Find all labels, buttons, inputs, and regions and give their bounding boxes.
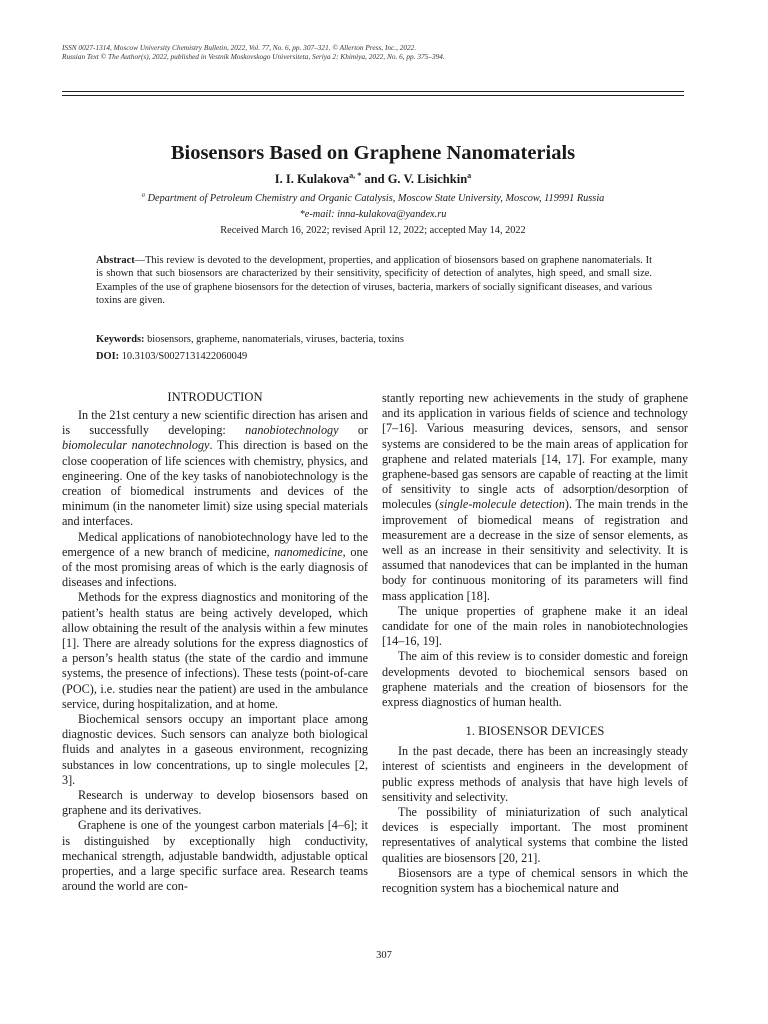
left-column [62, 390, 368, 895]
emphasis: nanomedicine [274, 544, 343, 559]
emphasis: biomolecular nanotechnology [62, 438, 210, 453]
keywords-text: biosensors, grapheme, nanomaterials, viruses, bacteria, toxins [144, 334, 404, 345]
text-run: , one of the most promising areas of which is the early diagnosis of diseases and infections. [62, 544, 368, 590]
header-rule-bottom [62, 95, 684, 96]
paragraph: In the past decade, there has been an increasingly steady interest of scientists and engineers in the development of public express methods of analysis that have high levels of sensitivity and selectivity. [382, 744, 688, 804]
page-number: 307 [376, 950, 392, 961]
text-run: Medical applications of nanobiotechnology have led to the emergence of a new branch of medicine, [62, 529, 368, 559]
keywords-label: Keywords: [96, 334, 145, 345]
affiliation-mark: a [141, 191, 146, 199]
paragraph: Biochemical sensors occupy an important place among diagnostic devices. Such sensors can analyze both biological fluids and analytes in a gaseous environment, recognizing substances in low concentrations, up to single molecules [2, 3]. [62, 712, 368, 787]
journal-header-line-1: ISSN 0027-1314, Moscow University Chemistry Bulletin, 2022, Vol. 77, No. 6, pp. 307–321. © Allerton Press, Inc., 2022. [62, 43, 417, 52]
abstract-label: Abstract [96, 255, 135, 266]
paragraph [62, 408, 368, 530]
header-rule-top [62, 91, 684, 92]
paragraph: Graphene is one of the youngest carbon materials [4–6]; it is distinguished by exceptionally high conductivity, mechanical strength, adjustable bandwidth, adjustable optical properties, and a large specific surface area. Research teams around the world are con- [62, 818, 368, 894]
author-1-affiliation-mark: a, * [349, 170, 362, 180]
section-heading-biosensor-devices: 1. BIOSENSOR DEVICES [465, 724, 605, 739]
emphasis: single-molecule detection [439, 497, 565, 512]
affiliation [62, 192, 684, 205]
text-run: . This direction is based on the close cooperation of life sciences with chemistry, physics, and engineering. One of the key tasks of nanobiotechnology is the creation of biomedical instruments and devices of the minimum (in the nanometer limit) size using special materials and interfaces. [62, 438, 368, 529]
abstract-text: —This review is devoted to the development, properties, and application of biosensors based on graphene nanomaterials. It is shown that such biosensors are characterized by their sensitivity, specificity of detection of analytes, high speed, and small size. Examples of the use of graphene biosensors for the detection of viruses, bacteria, markers of socially significant diseases, and various toxins are given. [96, 255, 652, 307]
paragraph [62, 530, 368, 591]
text-run: stantly reporting new achievements in the study of graphene and its application in various fields of science and technology [7–16]. Various measuring devices, sensors, and sensor systems are considered to be the main areas of application for graphene and related materials [14, 17]. For example, many graphene-based gas sensors are capable of reacting at the limit of sensitivity to single acts of adsorption/desorption of molecules ( [382, 391, 688, 512]
received-dates: Received March 16, 2022; revised April 12, 2022; accepted May 14, 2022 [220, 225, 526, 236]
author-conjunction: and [361, 172, 388, 186]
doi-label: DOI: [96, 351, 120, 362]
doi-text: 10.3103/S0027131422060049 [119, 351, 248, 362]
author-1: I. I. Kulakova [274, 172, 350, 186]
author-2: G. V. Lisichkin [387, 172, 468, 186]
text-run: or [338, 423, 368, 438]
section-heading-introduction: INTRODUCTION [167, 390, 263, 404]
right-column [382, 391, 688, 896]
abstract [96, 254, 652, 308]
paragraph: Biosensors are a type of chemical sensors in which the recognition system has a biochemical nature and [382, 865, 688, 896]
paragraph: Research is underway to develop biosensors based on graphene and its derivatives. [62, 788, 368, 818]
affiliation-text: Department of Petroleum Chemistry and Organic Catalysis, Moscow State University, Moscow, 119991 Russia [145, 193, 605, 204]
journal-header [62, 44, 702, 61]
author-2-affiliation-mark: a [467, 170, 472, 180]
corresponding-email: *e-mail: inna-kulakova@yandex.ru [299, 209, 447, 220]
author-line [62, 171, 684, 187]
paragraph: The aim of this review is to consider domestic and foreign developments devoted to biochemical sensors based on graphene materials and the creation of biosensors for the express diagnostics of human health. [382, 649, 688, 710]
text-run: In the 21st century a new scientific direction has arisen and is successfully developing: [62, 408, 368, 438]
keywords [96, 333, 652, 346]
paragraph [382, 391, 688, 604]
doi [96, 350, 652, 363]
emphasis: nanobiotechnology [245, 423, 339, 438]
paragraph: Methods for the express diagnostics and monitoring of the patient’s health status are being actively developed, which allow obtaining the result of the analysis within a few minutes [1]. There are already solutions for the express diagnostics of a person’s health status (the state of the cardio and immune systems, the presence of infections). These tests (point-of-care (POC), i.e. studies near the patient) are used in the ambulance service, during hospitalization, and at home. [62, 590, 368, 711]
paper-title: Biosensors Based on Graphene Nanomaterials [170, 142, 576, 164]
paragraph: The unique properties of graphene make it an ideal candidate for one of the main roles in nanobiotechnologies [14–16, 19]. [382, 603, 688, 649]
text-run: ). The main trends in the improvement of biomedical means of registration and measurement are a decrease in the size of sensor elements, as well as an increase in their sensitivity and selectivity. It is assumed that nanodevices that can be implanted in the human body for continuous monitoring of its parameters will find mass application [18]. [382, 497, 688, 603]
paragraph: The possibility of miniaturization of such analytical devices is especially important. The most prominent representatives of analytical systems that combine the listed qualities are biosensors [20, 21]. [382, 805, 688, 865]
journal-header-line-2: Russian Text © The Author(s), 2022, published in Vestnik Moskovskogo Universiteta, Seriya 2: Khimiya, 2022, No. 6, pp. 375–394. [62, 51, 445, 61]
